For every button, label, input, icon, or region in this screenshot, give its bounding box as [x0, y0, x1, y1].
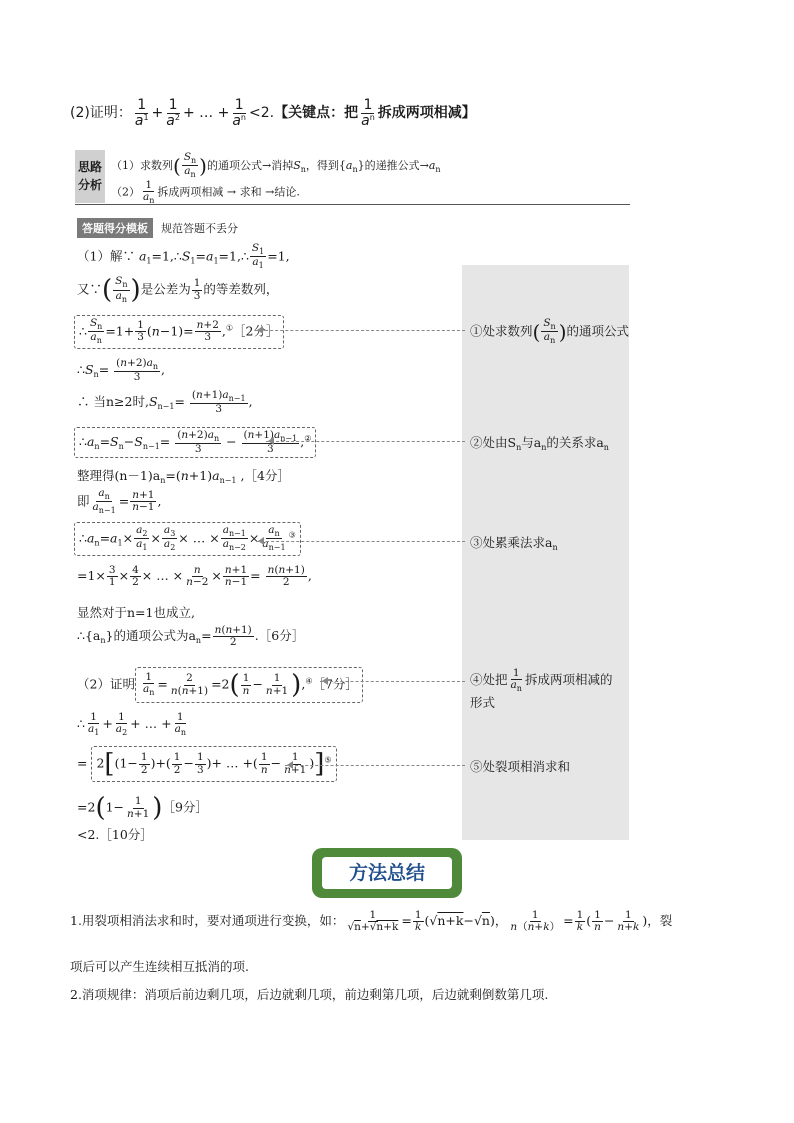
idea-line-2: （2） $\frac{1}{a_n}$ 拆成两项相减 → 求和 →结论.	[111, 179, 300, 206]
solution-sum: ∴ $\frac{1}{a_1}$ + $\frac{1}{a_2}$ + … + $\frac{1}{a_n}$	[77, 711, 186, 738]
idea-label: 思路 分析	[75, 150, 105, 203]
arrow-2	[266, 441, 465, 442]
summary-p1: 1.用裂项相消法求和时，要对通项进行变换，如： $\frac{1}{√n+√n+k}$ = $\frac{1}{k}$ (√n+k−√n)， $\frac{1}{n(n+k)}$ = $\frac{1}{k}$ ( $\frac{1}{n}$ − $\frac{1}{n+k}$ )，裂	[70, 909, 673, 934]
arrow-5	[285, 765, 465, 766]
solution-general: $\therefore\{a_n\}$的通项公式为$a_n=$ $\frac{n(n+1)}{2}$ .［6分］	[77, 624, 305, 649]
problem-prefix: (2)证明：	[70, 105, 132, 122]
solution-sn: $\therefore S_n=$ $\frac{(n+2)a_n}{3}$ ,	[77, 357, 165, 384]
solution-part2: （2）证明 $\frac{1}{a_n}$ = $\frac{2}{n(n+1)}$ =2( $\frac{1}{n}$ − $\frac{1}{n+1}$ ),④［7分］	[77, 667, 363, 703]
template-header	[77, 218, 238, 238]
note-4: ④处把 $\frac{1}{a_n}$ 拆成两项相减的 形式	[470, 667, 613, 711]
solution-line-2: 又∵( $\frac{S_n}{a_n}$ )是公差为 $\frac{1}{3}$ 的等差数列，	[77, 275, 279, 305]
solution-ratio: 即 $\frac{a_n}{a_{n-1}}$ = $\frac{n+1}{n-1}$ ,	[77, 487, 162, 516]
problem-statement: (2)证明： $\frac{1}{a^1}$ + $\frac{1}{a^2}$ + … + $\frac{1}{a^n}$ <2.【关键点：把 $\frac{1}{a^n}$ 拆成两项相减】	[70, 97, 476, 129]
note-1: ①处求数列( $\frac{S_n}{a_n}$ )的通项公式	[470, 317, 630, 346]
key-tag-tail: 拆成两项相减】	[377, 105, 476, 122]
solution-product: =1× $\frac{3}{1}$ × $\frac{4}{2}$ × … × $\frac{n}{n-2}$ × $\frac{n+1}{n-1}$ = $\frac{n(n+1)}{2}$ ,	[77, 564, 312, 589]
summary-badge	[312, 848, 462, 898]
notes-panel	[462, 265, 629, 840]
solution-result: =2(1− $\frac{1}{n+1}$ )［9分］	[77, 793, 208, 823]
summary-p2: 2.消项规律：消项后前边剩几项，后边就剩几项，前边剩第几项，后边就剩倒数第几项.	[70, 987, 549, 1002]
arrow-3	[256, 541, 465, 542]
summary-p1-cont: 项后可以产生连续相互抵消的项.	[70, 959, 249, 974]
solution-step-2: $\therefore a_n=S_n-S_{n-1}=$ $\frac{(n+2)a_n}{3}$ − $\frac{(n+1)a_{n-1}}{3}$ ,②	[74, 427, 316, 458]
template-subtitle: 规范答题不丢分	[160, 222, 238, 235]
solution-line-1: （1）解∵ $a_1=1,\therefore S_1=a_1=1,\therefore$ $\frac{S_1}{a_1}$ =1,	[77, 242, 290, 271]
arrow-4	[320, 681, 465, 682]
solution-simplify: 整理得$(n-1)a_n=(n+1)a_{n-1}$ ,［4分］	[77, 468, 290, 485]
inequality: <2.	[249, 105, 275, 122]
solution-final: <2.［10分］	[77, 827, 153, 842]
arrow-1	[255, 330, 465, 331]
solution-step-1: ∴ $\frac{S_n}{a_n}$ =1+ $\frac{1}{3}$ (n−1)= $\frac{n+2}{3}$ ,①［2分］	[74, 315, 284, 349]
key-tag: 【关键点：把	[274, 105, 359, 122]
idea-line-1: （1）求数列( $\frac{S_n}{a_n}$ )的通项公式→消掉$S_n$，得到$\{a_n\}$的递推公式$\to a_n$	[111, 151, 441, 180]
solution-step-5: = 2[(1− $\frac{1}{2}$ )+( $\frac{1}{2}$ − $\frac{1}{3}$ )+ … +( $\frac{1}{n}$ − $\frac{1}{n+1}$ )]⑤	[77, 746, 337, 782]
solution-step-3: $\therefore a_n=a_1\times$ $\frac{a_2}{a_1}$ × $\frac{a_3}{a_2}$ × … × $\frac{a_{n-1}}{a_{n-2}}$ × $\frac{a_n}{a_{n-1}}$ ③	[74, 522, 301, 556]
idea-analysis	[75, 150, 630, 205]
note-2: ②处由$S_n$与$a_n$的关系求$a_n$	[470, 435, 609, 452]
note-3: ③处累乘法求$a_n$	[470, 535, 558, 552]
template-badge: 答题得分模板	[77, 218, 153, 238]
solution-sn-1: ∴ 当n≥2时$,S_{n-1}=$ $\frac{(n+1)a_{n-1}}{3}$ ,	[77, 389, 253, 416]
solution-obvious: 显然对于n=1也成立,	[77, 605, 195, 620]
note-5: ⑤处裂项相消求和	[470, 759, 571, 774]
summary-badge-label: 方法总结	[322, 857, 452, 889]
